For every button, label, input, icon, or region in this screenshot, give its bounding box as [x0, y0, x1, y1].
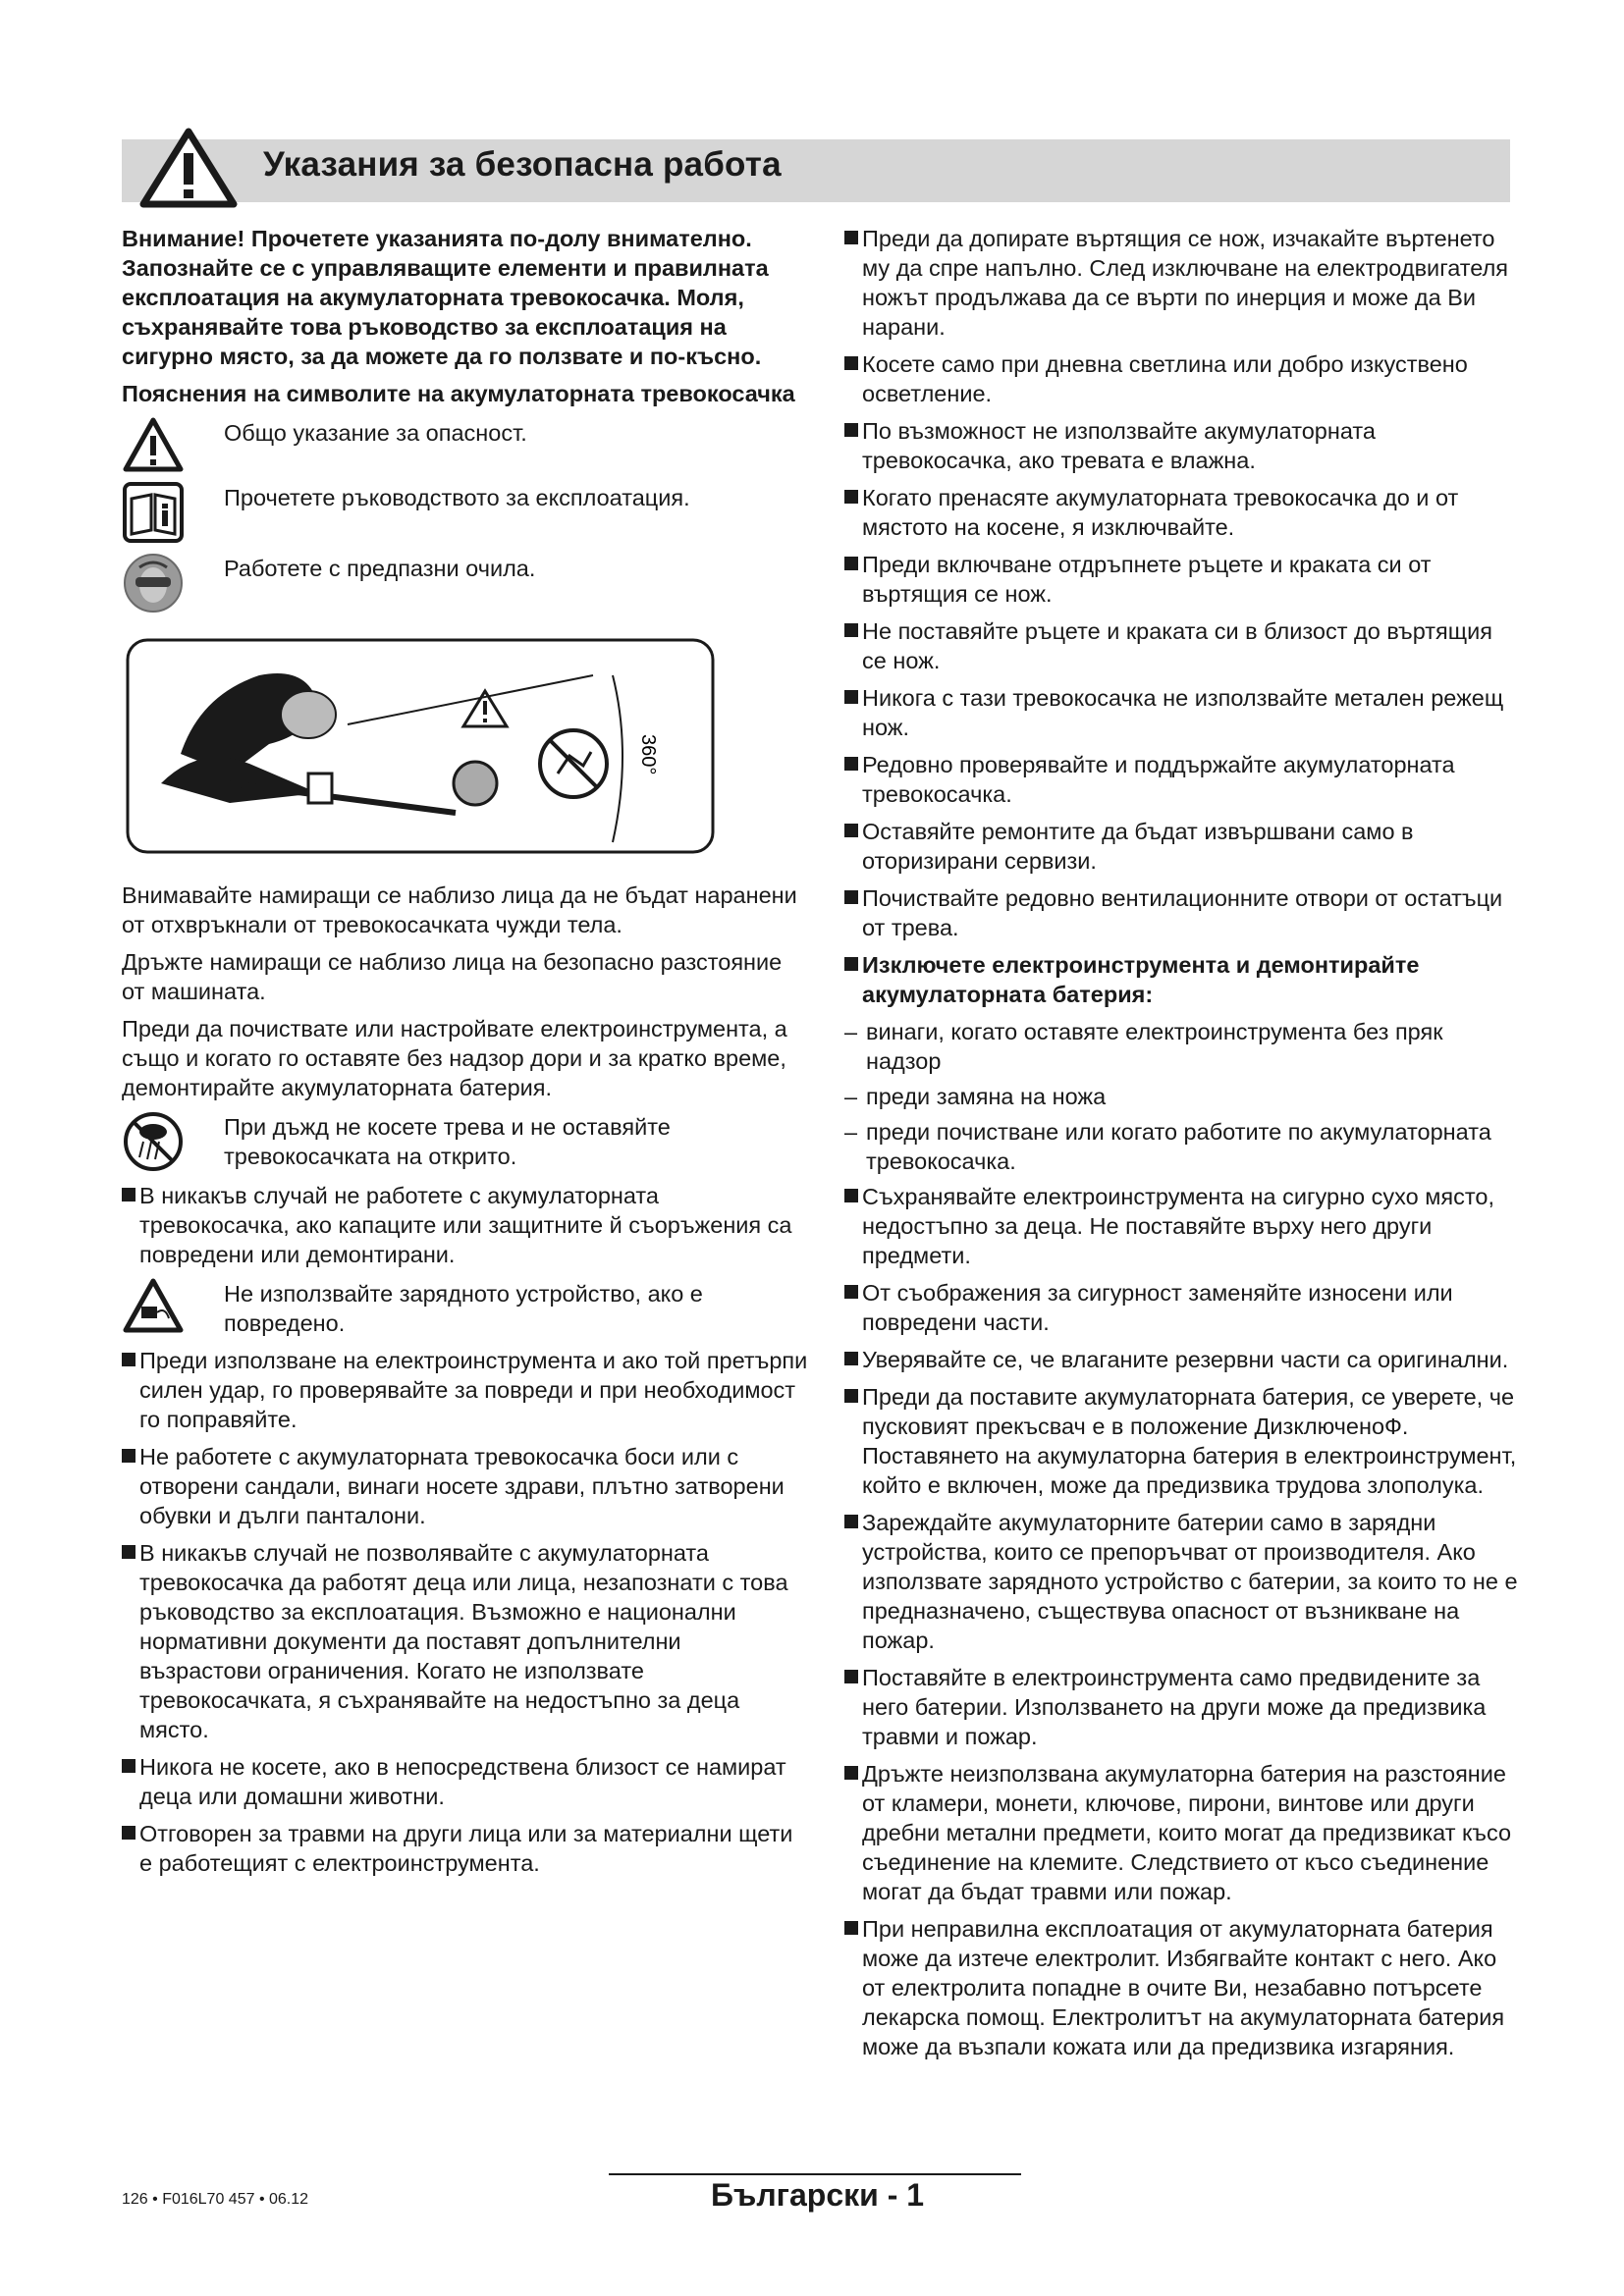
symbol-row-rain [122, 1110, 809, 1173]
bullet-square-icon [844, 824, 858, 837]
bullet-square-icon [844, 1766, 858, 1780]
symbol-text-goggles: Работете с предпазни очила. [224, 556, 536, 581]
bullet-square-icon [122, 1545, 135, 1559]
bullet-square-icon [844, 490, 858, 504]
warning-triangle-icon [122, 416, 185, 473]
list-item-bold: Изключете електроинструмента и демонтирайте акумулаторната батерия: [844, 950, 1522, 1009]
symbol-row-warning [122, 416, 809, 473]
symbol-row-manual [122, 481, 809, 544]
list-item: Преди да поставите акумулаторната батерия, се уверете, че пусковият прекъсвач е в положение ДизключеноФ. Поставянето на акумулаторна батерия в електроинструмент, който е включен, може да предизвика трудова злополука. [844, 1382, 1522, 1500]
list-item: От съображения за сигурност заменяйте износени или повредени части. [844, 1278, 1522, 1337]
list-item: Отговорен за травми на други лица или за материални щети е работещият с електроинструмента. [122, 1819, 809, 1878]
list-item: При неправилна експлоатация от акумулаторната батерия може да изтече електролит. Избягвайте контакт с него. Ако от електролита попадне в очите Ви, незабавно потърсете лекарска помощ. Електролитът на акумулаторната батерия може да възпали кожата или да предизвика изгаряния. [844, 1914, 1522, 2061]
bullet-square-icon [844, 1352, 858, 1365]
bullet-square-icon [844, 957, 858, 971]
list-item: Редовно проверявайте и поддържайте акумулаторната тревокосачка. [844, 750, 1522, 809]
dash-item: – преди почистване или когато работите по акумулаторната тревокосачка. [844, 1119, 1491, 1174]
bullet-square-icon [844, 690, 858, 704]
footer-page-label: Български - 1 [711, 2177, 925, 2213]
dash-item: – преди замяна на ножа [844, 1084, 1107, 1109]
symbol-text-warning: Общо указание за опасност. [224, 420, 527, 446]
symbol-row-charger [122, 1277, 809, 1338]
list-item: Никога с тази тревокосачка не използвайте метален режещ нож. [844, 683, 1522, 742]
list-item: Зареждайте акумулаторните батерии само в зарядни устройства, които се препоръчват от производителя. Ако използвате зарядното устройство с батерии, за които то не е предназначено, съществува опасност от възникване на пожар. [844, 1508, 1522, 1655]
list-item: Преди включване отдръпнете ръцете и краката си от въртящия се нож. [844, 550, 1522, 609]
safety-goggles-icon [122, 552, 185, 614]
bullet-square-icon [122, 1759, 135, 1773]
list-item: Не работете с акумулаторната тревокосачка боси или с отворени сандали, винаги носете здрави, плътно затворени обувки и дълги панталони. [122, 1442, 809, 1530]
para-bystanders: Внимавайте намиращи се наблизо лица да не бъдат наранени от отхвръкнали от тревокосачката чужди тела. [122, 882, 797, 937]
bullet-square-icon [122, 1449, 135, 1463]
para-remove-battery: Преди да почиствате или настройвате електроинструмента, а също и когато го оставяте без надзор дори и за кратко време, демонтирайте акумулаторната батерия. [122, 1016, 787, 1100]
footer-divider [609, 2173, 1021, 2175]
bullet-square-icon [122, 1353, 135, 1366]
list-item: Преди използване на електроинструмента и ако той претърпи силен удар, го проверявайте за повреди и при необходимост го поправяйте. [122, 1346, 809, 1434]
bullet-square-icon [844, 1389, 858, 1403]
trimmer-safety-figure [122, 636, 731, 856]
bullet-square-icon [844, 423, 858, 437]
symbol-text-charger: Не използвайте зарядното устройство, ако е повредено. [224, 1281, 703, 1336]
bullet-square-icon [844, 757, 858, 771]
list-item: Съхранявайте електроинструмента на сигурно сухо място, недостъпно за деца. Не поставяйте върху него други предмети. [844, 1182, 1522, 1270]
bullet-square-icon [844, 1670, 858, 1683]
bullet-square-icon [844, 1515, 858, 1528]
bullet-square-icon [122, 1188, 135, 1201]
symbol-row-goggles [122, 552, 809, 614]
page-title: Указания за безопасна работа [263, 145, 782, 184]
right-column [844, 224, 1522, 2069]
list-item: Преди да допирате въртящия се нож, изчакайте въртенето му да спре напълно. След изключване на електродвигателя ножът продължава да се върти по инерция и може да Ви нарани. [844, 224, 1522, 342]
bullet-square-icon [844, 1921, 858, 1935]
list-item: Дръжте неизползвана акумулаторна батерия на разстояние от кламери, монети, ключове, пирони, винтове или други дребни метални предмети, които могат да предизвикат късо съединение на клемите. Следствието от късо съединение могат да бъдат травми или пожар. [844, 1759, 1522, 1906]
damaged-charger-icon [122, 1277, 185, 1334]
bullet-square-icon [844, 557, 858, 570]
read-manual-icon [122, 481, 185, 544]
bullet-square-icon [844, 1189, 858, 1202]
bullet-square-icon [122, 1826, 135, 1840]
symbol-text-manual: Прочетете ръководството за експлоатация. [224, 485, 690, 510]
warning-triangle-icon [137, 128, 240, 208]
list-item: Косете само при дневна светлина или добро изкуствено осветление. [844, 349, 1522, 408]
dash-marker: – [844, 1119, 858, 1145]
list-item: Не поставяйте ръцете и краката си в близост до въртящия се нож. [844, 616, 1522, 675]
list-item: В никакъв случай не позволявайте с акумулаторната тревокосачка да работят деца или лица, незапознати с това ръководство за експлоатация. Възможно е национални нормативни документи да поставят допълнителни възрастови ограничения. Когато не използвате тревокосачката, я съхранявайте на недостъпно за деца място. [122, 1538, 809, 1744]
intro-paragraph: Внимание! Прочетете указанията по-долу внимателно. Запознайте се с управляващите елементи и правилната експлоатация на акумулаторната тревокосачка. Моля, съхранявайте това ръководство за експлоатация на сигурно място, за да можете да го ползвате и по-късно. [122, 226, 769, 369]
list-item: Когато пренасяте акумулаторната тревокосачка до и от мястото на косене, я изключвайте. [844, 483, 1522, 542]
list-item: Никога не косете, ако в непосредствена близост се намират деца или домашни животни. [122, 1752, 809, 1811]
dash-marker: – [844, 1019, 858, 1044]
bullet-square-icon [844, 890, 858, 904]
dash-marker: – [844, 1084, 858, 1109]
no-rain-icon [122, 1110, 185, 1173]
symbols-heading: Пояснения на символите на акумулаторната тревокосачка [122, 381, 795, 406]
list-item: Почиствайте редовно вентилационните отвори от остатъци от трева. [844, 883, 1522, 942]
list-item: Оставяйте ремонтите да бъдат извършвани само в оторизирани сервизи. [844, 817, 1522, 876]
bullet-square-icon [844, 231, 858, 244]
list-item: Уверявайте се, че влаганите резервни части са оригинални. [844, 1345, 1522, 1374]
bullet-square-icon [844, 1285, 858, 1299]
list-item: В никакъв случай не работете с акумулаторната тревокосачка, ако капаците или защитните й съоръжения са повредени или демонтирани. [122, 1181, 809, 1269]
list-item: По възможност не използвайте акумулаторната тревокосачка, ако тревата е влажна. [844, 416, 1522, 475]
figure-angle-label: 360° [637, 734, 659, 775]
list-item: Поставяйте в електроинструмента само предвидените за него батерии. Използването на други може да предизвика травми и пожар. [844, 1663, 1522, 1751]
footer-doc-code: 126 • F016L70 457 • 06.12 [122, 2191, 309, 2208]
symbol-text-rain: При дъжд не косете трева и не оставяйте тревокосачката на открито. [224, 1114, 671, 1169]
bullet-square-icon [844, 623, 858, 637]
bullet-square-icon [844, 356, 858, 370]
dash-item: – винаги, когато оставяте електроинструмента без пряк надзор [844, 1019, 1443, 1074]
para-distance: Дръжте намиращи се наблизо лица на безопасно разстояние от машината. [122, 949, 783, 1004]
left-column [122, 224, 809, 1886]
